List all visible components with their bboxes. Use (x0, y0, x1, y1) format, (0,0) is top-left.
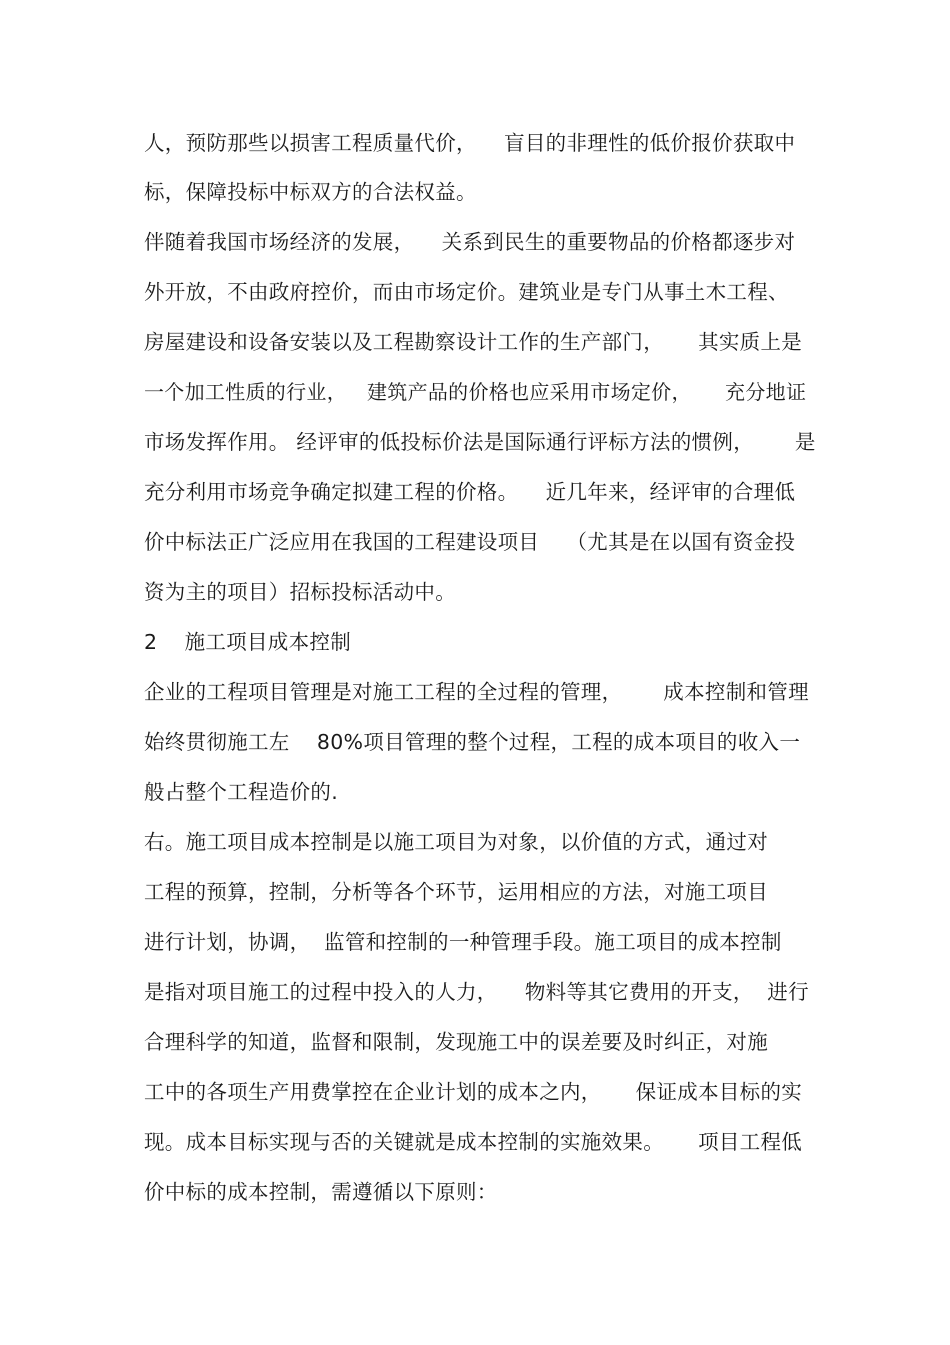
text-line: 价中标的成本控制，需遵循以下原则： (144, 1180, 498, 1204)
text-line: 资为主的项目）招标投标活动中。 (144, 580, 456, 604)
text-line: 伴随着我国市场经济的发展， 关系到民生的重要物品的价格都逐步对 (144, 230, 796, 254)
text-line: 一个加工性质的行业， 建筑产品的价格也应采用市场定价， 充分地证 (144, 380, 807, 404)
text-line: 价中标法正广泛应用在我国的工程建设项目 （尤其是在以国有资金投 (144, 530, 796, 554)
text-line: 市场发挥作用。 经评审的低投标价法是国际通行评标方法的惯例， 是 (144, 430, 816, 454)
text-line: 是指对项目施工的过程中投入的人力， 物料等其它费用的开支， 进行 (144, 980, 809, 1004)
text-line: 进行计划，协调， 监管和控制的一种管理手段。施工项目的成本控制 (144, 930, 782, 954)
text-line: 现。成本目标实现与否的关键就是成本控制的实施效果。 项目工程低 (144, 1130, 803, 1154)
text-line: 合理科学的知道，监督和限制，发现施工中的误差要及时纠正，对施 (144, 1030, 768, 1054)
text-line: 人，预防那些以损害工程质量代价， 盲目的非理性的低价报价获取中 (144, 131, 796, 155)
text-line: 企业的工程项目管理是对施工工程的全过程的管理， 成本控制和管理 (144, 680, 809, 704)
text-line: 右。施工项目成本控制是以施工项目为对象，以价值的方式，通过对 (144, 830, 768, 854)
section-heading: 2 施工项目成本控制 (144, 630, 352, 654)
text-line: 房屋建设和设备安装以及工程勘察设计工作的生产部门， 其实质上是 (144, 330, 803, 354)
text-line: 工程的预算，控制，分析等各个环节，运用相应的方法，对施工项目 (144, 880, 768, 904)
text-line: 般占整个工程造价的. (144, 780, 339, 804)
text-line: 始终贯彻施工左 80%项目管理的整个过程，工程的成本项目的收入一 (144, 730, 801, 754)
text-line: 标，保障投标中标双方的合法权益。 (144, 180, 477, 204)
text-line: 外开放，不由政府控价，而由市场定价。建筑业是专门从事土木工程、 (144, 280, 789, 304)
text-line: 工中的各项生产用费掌控在企业计划的成本之内， 保证成本目标的实 (144, 1080, 803, 1104)
text-line: 充分利用市场竞争确定拟建工程的价格。 近几年来，经评审的合理低 (144, 480, 796, 504)
